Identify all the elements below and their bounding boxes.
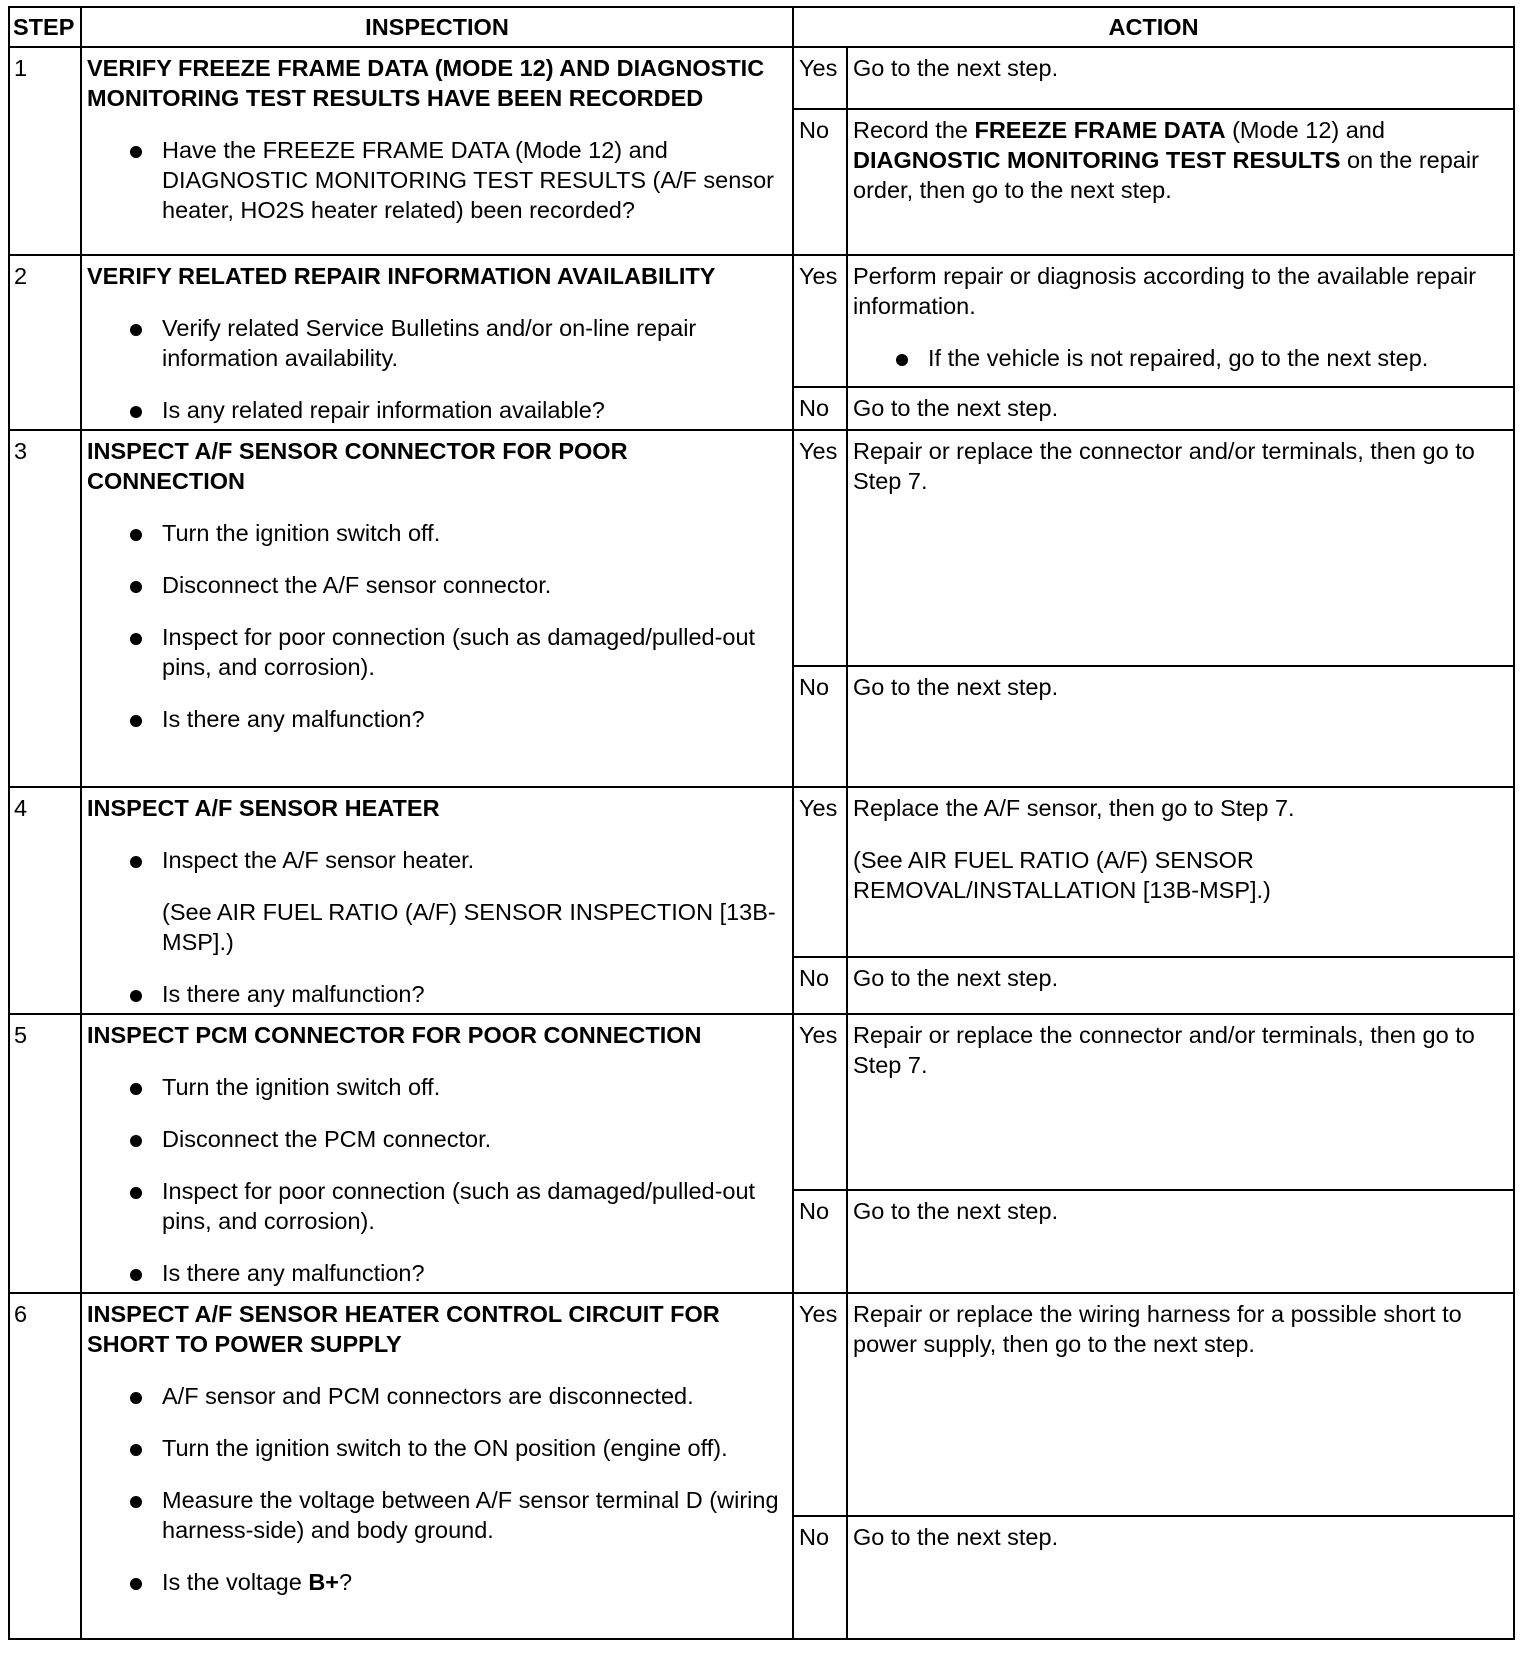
inspection-item: Turn the ignition switch off.	[87, 1072, 787, 1102]
inspection-item: Have the FREEZE FRAME DATA (Mode 12) and DIAGNOSTIC MONITORING TEST RESULTS (A/F sensor heater, HO2S heater related) been recorded?	[87, 135, 787, 225]
no-action: Go to the next step.	[847, 1190, 1514, 1293]
step-number: 6	[9, 1293, 81, 1639]
diagnostic-procedure-table	[8, 6, 1515, 1640]
bullet-icon	[130, 1269, 142, 1281]
inspection-item: Inspect for poor connection (such as damaged/pulled-out pins, and corrosion).	[87, 622, 787, 682]
step-title: VERIFY FREEZE FRAME DATA (MODE 12) AND DIAGNOSTIC MONITORING TEST RESULTS HAVE BEEN RECORDED	[87, 55, 765, 111]
bullet-icon	[130, 715, 142, 727]
inspection-item: Is there any malfunction?	[87, 1258, 787, 1288]
reference-note: (See AIR FUEL RATIO (A/F) SENSOR REMOVAL/INSTALLATION [13B-MSP].)	[853, 847, 1271, 903]
yes-action: Repair or replace the connector and/or terminals, then go to Step 7.	[847, 430, 1514, 666]
inspection-item: Disconnect the A/F sensor connector.	[87, 570, 787, 600]
inspection-item: Disconnect the PCM connector.	[87, 1124, 787, 1154]
inspection-item: Turn the ignition switch off.	[87, 518, 787, 548]
bullet-icon	[130, 856, 142, 868]
step-column-header: STEP	[9, 7, 81, 47]
yes-label: Yes	[793, 787, 847, 957]
step-2-inspection	[81, 255, 793, 430]
step-title: INSPECT PCM CONNECTOR FOR POOR CONNECTION	[87, 1022, 702, 1048]
step-number: 1	[9, 47, 81, 255]
bullet-icon	[130, 1083, 142, 1095]
inspection-item: Inspect the A/F sensor heater.	[87, 845, 787, 875]
step-5-inspection	[81, 1014, 793, 1293]
no-label: No	[793, 957, 847, 1014]
bullet-icon	[130, 146, 142, 158]
step-number: 2	[9, 255, 81, 430]
yes-label: Yes	[793, 255, 847, 387]
bullet-icon	[130, 990, 142, 1002]
no-action: Go to the next step.	[847, 387, 1514, 430]
step-5-yes-row	[9, 1014, 1514, 1190]
action-item: If the vehicle is not repaired, go to the next step.	[853, 343, 1508, 373]
reference-note: (See AIR FUEL RATIO (A/F) SENSOR INSPECTION [13B-MSP].)	[162, 899, 776, 955]
inspection-item: Turn the ignition switch to the ON position (engine off).	[87, 1433, 787, 1463]
step-4-yes-row	[9, 787, 1514, 957]
step-1-yes-row	[9, 47, 1514, 109]
step-6-yes-row	[9, 1293, 1514, 1516]
no-label: No	[793, 387, 847, 430]
no-action: Record the FREEZE FRAME DATA (Mode 12) and DIAGNOSTIC MONITORING TEST RESULTS on the repair order, then go to the next step.	[847, 109, 1514, 255]
step-title: INSPECT A/F SENSOR HEATER	[87, 795, 440, 821]
step-3-yes-row	[9, 430, 1514, 666]
no-label: No	[793, 109, 847, 255]
step-number: 3	[9, 430, 81, 787]
step-4-inspection	[81, 787, 793, 1014]
yes-label: Yes	[793, 430, 847, 666]
yes-label: Yes	[793, 1014, 847, 1190]
bullet-icon	[130, 1444, 142, 1456]
step-2-yes-row	[9, 255, 1514, 387]
bullet-icon	[130, 581, 142, 593]
bullet-icon	[130, 1187, 142, 1199]
bullet-icon	[130, 406, 142, 418]
step-3-inspection	[81, 430, 793, 787]
yes-action: Replace the A/F sensor, then go to Step 7. (See AIR FUEL RATIO (A/F) SENSOR REMOVAL/INSTALLATION [13B-MSP].)	[847, 787, 1514, 957]
no-label: No	[793, 666, 847, 787]
bullet-icon	[130, 529, 142, 541]
bullet-icon	[130, 1578, 142, 1590]
inspection-item: A/F sensor and PCM connectors are disconnected.	[87, 1381, 787, 1411]
yes-label: Yes	[793, 1293, 847, 1516]
bullet-icon	[130, 1392, 142, 1404]
step-number: 4	[9, 787, 81, 1014]
bullet-icon	[896, 354, 908, 366]
header-row	[9, 7, 1514, 47]
step-title: VERIFY RELATED REPAIR INFORMATION AVAILABILITY	[87, 263, 716, 289]
bullet-icon	[130, 324, 142, 336]
troubleshooting-document	[8, 6, 1515, 1640]
inspection-item: Measure the voltage between A/F sensor terminal D (wiring harness-side) and body ground.	[87, 1485, 787, 1545]
no-label: No	[793, 1516, 847, 1639]
yes-action: Repair or replace the wiring harness for a possible short to power supply, then go to the next step.	[847, 1293, 1514, 1516]
inspection-item: Is there any malfunction?	[87, 979, 787, 1009]
inspection-item: Is any related repair information available?	[87, 395, 787, 425]
bullet-icon	[130, 633, 142, 645]
yes-action: Go to the next step.	[847, 47, 1514, 109]
step-1-inspection	[81, 47, 793, 255]
yes-action: Perform repair or diagnosis according to the available repair information. If the vehicle is not repaired, go to the next step.	[847, 255, 1514, 387]
no-action: Go to the next step.	[847, 666, 1514, 787]
action-column-header: ACTION	[793, 7, 1514, 47]
step-title: INSPECT A/F SENSOR HEATER CONTROL CIRCUIT FOR SHORT TO POWER SUPPLY	[87, 1301, 720, 1357]
inspection-item: Is the voltage B+?	[87, 1567, 787, 1597]
inspection-item: Verify related Service Bulletins and/or on-line repair information availability.	[87, 313, 787, 373]
bullet-icon	[130, 1135, 142, 1147]
inspection-item: Inspect for poor connection (such as damaged/pulled-out pins, and corrosion).	[87, 1176, 787, 1236]
no-label: No	[793, 1190, 847, 1293]
bullet-icon	[130, 1496, 142, 1508]
inspection-item: Is there any malfunction?	[87, 704, 787, 734]
yes-action: Repair or replace the connector and/or terminals, then go to Step 7.	[847, 1014, 1514, 1190]
inspection-column-header: INSPECTION	[81, 7, 793, 47]
step-number: 5	[9, 1014, 81, 1293]
yes-label: Yes	[793, 47, 847, 109]
step-6-inspection	[81, 1293, 793, 1639]
step-title: INSPECT A/F SENSOR CONNECTOR FOR POOR CONNECTION	[87, 438, 628, 494]
no-action: Go to the next step.	[847, 957, 1514, 1014]
no-action: Go to the next step.	[847, 1516, 1514, 1639]
